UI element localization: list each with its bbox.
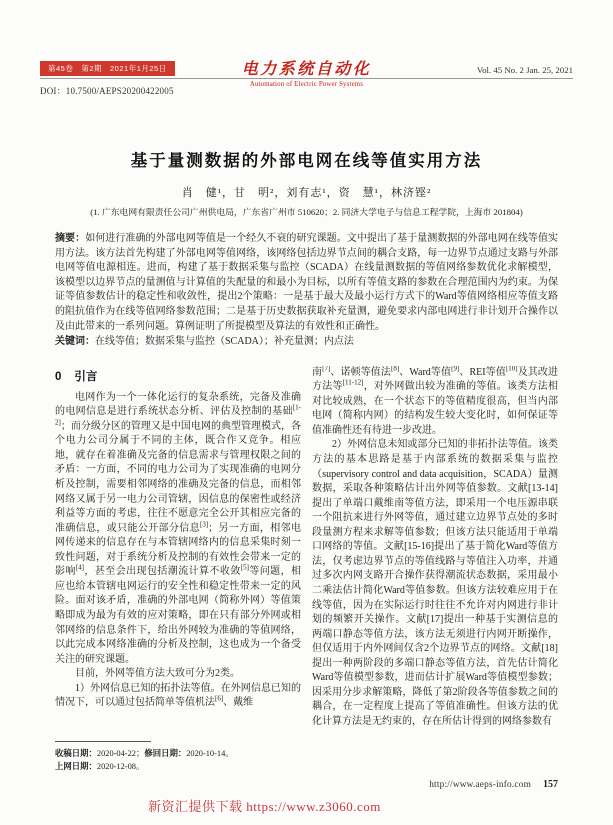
revised-date-value: 2020-10-14。 (186, 748, 234, 758)
footer-url-line (312, 779, 558, 790)
author-line: 肖 健¹，甘 明²，刘有志¹，资 慧¹，林济铿² (181, 187, 432, 199)
journal-name-english: Automation of Electric Power Systems (249, 81, 364, 88)
online-date-label: 上网日期： (55, 761, 97, 772)
page-title: 基于量测数据的外部电网在线等值实用方法 (130, 152, 483, 170)
abstract-paragraph (55, 232, 558, 334)
received-date-value: 2020-04-22； (96, 748, 145, 758)
journal-url-link[interactable]: http://www.aeps-info.com (429, 779, 531, 790)
left-column (55, 366, 301, 790)
body-paragraph: 南[7]、诺顿等值法[8]、Ward等值[9]、REI等值[10]及其改进方法等[11-12]，对外网做出较为准确的等值。该类方法相对比较成熟，在一个状态下的等值精度很高，但当内部电网（简称内网）的结构发生较大变化时，如何保证等值准确性还有待进一步改进。 (312, 365, 558, 436)
body-paragraph: 1）外网信息已知的拓扑法等值。在外网信息已知的情况下，可以通过包括简单等值机法[6]、戴维 (55, 682, 301, 709)
keywords-label: 关键词： (55, 336, 95, 348)
revised-date-label: 修回日期： (144, 747, 187, 758)
body-paragraph: 目前，外网等值方法大致可分为2类。 (75, 668, 240, 680)
section-number: 0 (55, 370, 62, 383)
volume-info: Vol. 45 No. 2 Jan. 25, 2021 (476, 65, 573, 75)
watermark-download-link[interactable]: 新资汇提供下载 https://www.z3060.com (148, 799, 381, 814)
article-body (55, 366, 558, 790)
journal-masthead (40, 61, 573, 101)
footnote-online-line (55, 760, 301, 774)
footnote-dates-line (55, 747, 301, 761)
body-paragraph: 2）外网信息未知或部分已知的非拓扑法等值。该类方法的基本思路是基于内部系统的数据采集与监控（supervisory control and data acquisition，SCADA）量测数据，采取各种策略估计出外网等值参数。文献[13-14]提出了单端口戴维南等值方法，即采用一个电压源串联一个阻抗来进行外网等值，通过建立边界节点处的多时段量测方程来求解等值参数；但该方法只能适用于单端口网络的等值。文献[15-16]提出了基于简化Ward等值方法，仅考虑边界节点的等值线路与等值注入功率，并通过多次内网支路开合操作获得潮流状态数据，采用最小二乘法估计简化Ward等值参数。但该方法较难应用于在线等值，因为在实际运行时往往不允许对内网进行非计划的频繁开关操作。文献[17]提出一种基于实测信息的两端口静态等值方法，该方法无须进行内网开断操作，但仅适用于内外网间仅含2个边界节点的网络。文献[18]提出一种两阶段的多端口静态等值方法，首先估计简化Ward等值模型参数，进而估计扩展Ward等值模型参数；因采用分步求解策略，降低了第2阶段各等值参数之间的耦合，在一定程度上提高了等值准确性。但该方法的优化计算方法是无约束的，存在所估计得到的网络参数有 (312, 439, 558, 727)
masthead-divider (40, 78, 573, 79)
journal-logo: 电力系统自动化 (241, 61, 372, 78)
received-date-label: 收稿日期： (55, 747, 97, 758)
issue-info-badge: 第45卷 第2期 2021年1月25日 (40, 61, 175, 76)
right-column (312, 366, 558, 790)
section-heading-introduction (55, 368, 301, 384)
body-paragraph: 电网作为一个一体化运行的复杂系统，完备及准确的电网信息是进行系统状态分析、评估及控制的基础[1-2]；而分级分区的管理又是中国电网的典型管理模式，各个电力公司分属于不同的主体，既合作又竞争。相应地，就存在着准确及完备的信息需求与管理权限之间的矛盾：一方面，不同的电力公司为了实现准确的电网分析及控制，需要相邻网络的准确及完备的信息，而相邻网络又属于另一电力公司管辖，因信息的保密性或经济利益等方面的考虑，往往不愿意完全公开其相应完备的准确信息，或只能公开部分信息[3]；另一方面，相邻电网传递来的信息存在与本管辖网络内的信息采集时刻一致性问题，对于系统分析及控制的有效性会带来一定的影响[4]，甚至会出现包括潮流计算不收敛[5]等问题，相应也给本管辖电网运行的安全性和稳定性带来一定的风险。面对该矛盾，准确的外部电网（简称外网）等值策略即成为最为有效的应对策略，即在只有部分外网或相邻网络的信息条件下，给出外网较为准确的等值网络，以此完成本网络准确的分析及控制，这也成为一个备受关注的研究课题。 (55, 391, 301, 665)
doi-text: DOI：10.7500/AEPS20200422005 (40, 86, 174, 96)
keywords-text: 在线等值；数据采集与监控（SCADA）；补充量测；内点法 (95, 336, 354, 348)
page-number: 157 (543, 778, 558, 790)
online-date-value: 2020-12-08。 (96, 762, 145, 772)
affiliation-line: (1. 广东电网有限责任公司广州供电局，广东省广州市 510620；2. 同济大学电子与信息工程学院，上海市 201804) (90, 207, 523, 217)
section-title: 引言 (74, 370, 98, 383)
keywords-line (55, 335, 558, 350)
footnote-divider (55, 741, 151, 742)
article-content (55, 147, 558, 790)
abstract-text: 如何进行准确的外部电网等值是一个经久不衰的研究课题。文中提出了基于量测数据的外部电网在线等值实用方法。该方法首先构建了外部电网等值网络，该网络包括边界节点间的耦合支路，每一边界节点通过支路与外部电网等值电源相连。进而，构建了基于数据采集与监控（SCADA）在线量测数据的等值网络参数优化求解模型，该模型以边界节点的量测值与计算值的失配量的和最小为目标，以所有等值支路的参数在合理范围内为约束。为保证等值参数估计的稳定性和收敛性，提出2个策略：一是基于最大及最小运行方式下的Ward等值网络相应等值支路的阻抗值作为在线等值网络参数范围；二是基于历史数据获取补充量测，避免要求内部电网进行非计划开合操作以及由此带来的一系列问题。算例证明了所提模型及算法的有效性和正确性。 (55, 233, 559, 332)
footnote-block (55, 737, 301, 774)
abstract-label: 摘要： (55, 233, 86, 244)
